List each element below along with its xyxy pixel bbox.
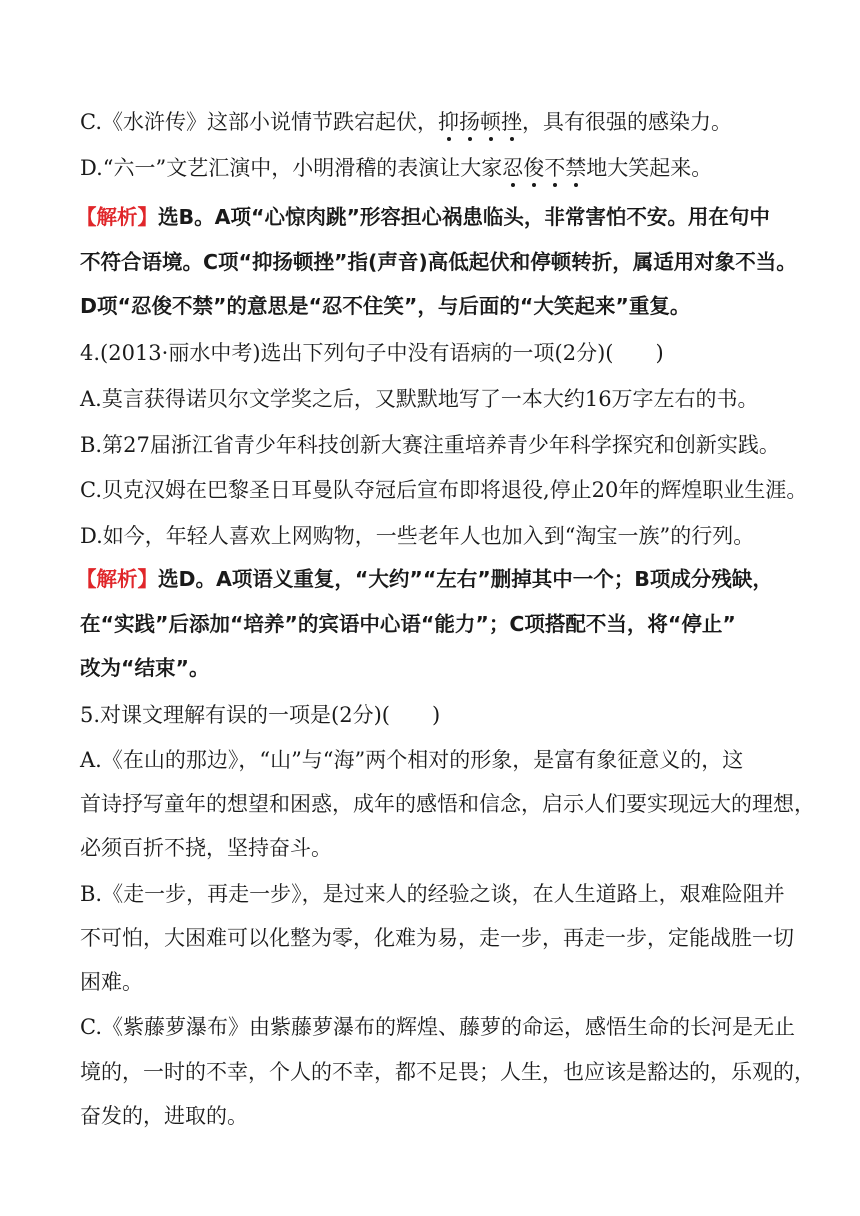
emphasized-phrase <box>438 110 522 134</box>
q3-option-d: D.“六一”文艺汇演中，小明滑稽的表演让大家忍俊不禁地大笑起来。 <box>80 156 713 180</box>
emphasis-dot-char: 禁 <box>565 156 587 180</box>
q3-analysis-line-3: D项“忍俊不禁”的意思是“忍不住笑”，与后面的“大笑起来”重复。 <box>80 294 691 318</box>
q5-option-b-line-1: B.《走一步，再走一步》，是过来人的经验之谈，在人生道路上，艰难险阻并 <box>80 882 785 906</box>
q5-option-c-line-2: 境的，一时的不幸，个人的不幸，都不足畏；人生，也应该是豁达的，乐观的， <box>80 1060 815 1084</box>
emphasis-dot-char: 抑 <box>438 110 459 134</box>
q5-option-b-line-3: 困难。 <box>80 970 143 994</box>
q4-stem: 4.(2013·丽水中考)选出下列句子中没有语病的一项(2分)( ) <box>80 341 664 365</box>
q5-option-b-line-2: 不可怕，大困难可以化整为零，化难为易，走一步，再走一步，定能战胜一切 <box>80 926 794 950</box>
analysis-tag: 【解析】 <box>76 205 158 229</box>
q3-analysis-line-2: 不符合语境。C项“抑扬顿挫”指(声音)高低起伏和停顿转折，属适用对象不当。 <box>80 250 797 274</box>
emphasis-dot-char: 挫 <box>501 110 522 134</box>
q3-analysis-line-1: 【解析】选B。A项“心惊肉跳”形容担心祸患临头，非常害怕不安。用在句中 <box>76 205 770 229</box>
emphasis-dot-char: 不 <box>544 156 566 180</box>
q5-option-a-line-2: 首诗抒写童年的想望和困惑，成年的感悟和信念，启示人们要实现远大的理想， <box>80 792 815 816</box>
q4-option-c: C.贝克汉姆在巴黎圣日耳曼队夺冠后宣布即将退役,停止20年的辉煌职业生涯。 <box>80 478 808 502</box>
q4-analysis-line-2: 在“实践”后添加“培养”的宾语中心语“能力”；C项搭配不当，将“停止” <box>80 612 736 636</box>
q4-analysis-line-3: 改为“结束”。 <box>80 656 210 680</box>
analysis-tag: 【解析】 <box>76 567 158 591</box>
q4-analysis-line-1: 【解析】选D。A项语义重复，“大约”“左右”删掉其中一个；B项成分残缺， <box>76 567 773 591</box>
q4-option-b: B.第27届浙江省青少年科技创新大赛注重培养青少年科学探究和创新实践。 <box>80 433 780 457</box>
q5-option-a-line-1: A.《在山的那边》，“山”与“海”两个相对的形象，是富有象征意义的，这 <box>80 748 744 772</box>
emphasis-dot-char: 俊 <box>523 156 545 180</box>
q5-option-a-line-3: 必须百折不挠，坚持奋斗。 <box>80 836 332 860</box>
q3-option-c: C.《水浒传》这部小说情节跌宕起伏，抑扬顿挫，具有很强的感染力。 <box>80 110 732 134</box>
q4-option-d: D.如今，年轻人喜欢上网购物，一些老年人也加入到“淘宝一族”的行列。 <box>80 524 755 548</box>
emphasized-phrase <box>502 156 586 180</box>
emphasis-dot-char: 顿 <box>480 110 501 134</box>
q5-option-c-line-3: 奋发的，进取的。 <box>80 1104 248 1128</box>
q5-option-c-line-1: C.《紫藤萝瀑布》由紫藤萝瀑布的辉煌、藤萝的命运，感悟生命的长河是无止 <box>80 1015 795 1039</box>
q5-stem: 5.对课文理解有误的一项是(2分)( ) <box>80 703 441 727</box>
emphasis-dot-char: 扬 <box>459 110 480 134</box>
emphasis-dot-char: 忍 <box>502 156 524 180</box>
q4-option-a: A.莫言获得诺贝尔文学奖之后，又默默地写了一本大约16万字左右的书。 <box>80 387 759 411</box>
